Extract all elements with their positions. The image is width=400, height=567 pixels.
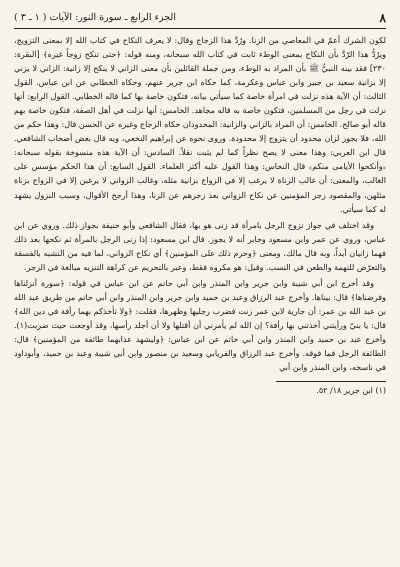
- paragraph-2: وقد اختلف في جواز تزوج الرجل بامرأة قد زنى هو بها، فقال الشافعي وأبو حنيفة بجواز ذلك. وروي عن ابن عباس، وروي عن عمر وابن مسعود وجابر أنه لا يجوز. قال ابن مسعود: إذا زنى الرجل بالمرأة ثم نكحها بعد ذلك فهما زانيان أبداً، وبه قال مالك، ومعنى ﴿وحرم ذلك على المؤمنين﴾ أي نكاح الزواني، لما فيه من التشبه بالفسقة والتعرّض للتهمة والطعن في النسب. وقيل: هو مكروه فقط، وعبر بالتحريم عن كراهة التنزيه مبالغة في الزجر.: [14, 220, 386, 272]
- running-title: الجزء الرابع ـ سورة النور: الآيات ( ١ ـ ٣ ): [14, 12, 176, 23]
- page-number: ٨: [379, 11, 386, 25]
- header-rule: [14, 28, 386, 29]
- main-text: [14, 34, 386, 375]
- page-header: [14, 10, 386, 26]
- paragraph-1: لكون الشرك أعمّ في المعاصي من الزنا. ورُدَّ هذا الزجاج وقال: لا يعرف النكاح في كتاب الله إلا بمعنى التزويج، ويرُدُّ هذا الرّدَّ بأن النكاح بمعنى الوطء ثابت في كتاب الله سبحانه، ومنه قوله: ﴿حتى تنكح زوجاً غيره﴾ [البقرة: ٢٣٠] فقد بينه النبيُّ ﷺ بأن المراد به الوطء، ومن جملة القائلين بأن معنى الزاني لا ينكح إلا زانية: الزاني لا يزني إلا بزانية سعيد بن جبير وابن عباس وعكرمة، كما حكاه ابن جرير عنهم، وحكاه الخطابي عن ابن عباس. القول الثالث: أن الآية هذه نزلت في امرأة خاصة كما سيأتي بيانه، فتكون خاصة بها كما قاله الخطابي. القول الرابع: أنها نزلت في رجل من المسلمين، فتكون خاصة به قاله مجاهد. الخامس: أنها نزلت في أهل الصفة، فتكون خاصة بهم قاله أبو صالح. الخامس: أن المراد بالزاني والزانية: المحدودان حكاه الزجاج وغيره عن الحسن قال: وهذا حكم من الله، فلا يجوز لزان محدود أن يتزوج إلا محدودة. وروى نحوه عن إبراهيم النخعي، وبه قال بعض أصحاب الشافعي. قال ابن العربي: وهذا معنى لا يصح نظراً كما لم يثبت نقلاً. السادس: أن الآية هذه منسوخة بقوله سبحانه: ﴿وأنكحوا الأيامى منكم﴾ قال النحاس: وهذا القول عليه أكثر العلماء. القول السابع: أن هذا الحكم مؤسس على الغالب، والمعنى: أن غالب الزناة لا يرغب إلا في الزواج بزانية مثله، وغالب الزواني لا يرغبن إلا في الزواج بزناة مثلهن، والمقصود زجر المؤمنين عن نكاح الزواني بعد زجرهم عن الزنا، وهذا أرجح الأقوال، وسبب النزول يشهد له كما سيأتي.: [14, 36, 386, 214]
- paragraph-3: وقد أخرج ابن أبي شيبة وابن جرير وابن المنذر وابن أبي حاتم عن ابن عباس في قوله: ﴿سورة أنزلناها وفرضناها﴾ قال: بيناها. وأخرج عبد الرزاق وعبد بن حميد وابن جرير وابن المنذر وابن أبي حاتم من طريق عبد الله بن عبد الله بن عمر: أن جارية لابن عمر زنت فضرب رجليها وظهرها، فقلت: ﴿ولا تأخذكم بهما رأفة في دين الله﴾ قال: يا بنيّ ورأيتني أخذتني بها رأفة؟ إن الله لم يأمرني أن أقتلها ولا أن أجلد رأسها، وقد أوجعت حيث ضربت(١). وأخرج عبد بن حميد وابن المنذر وابن أبي حاتم عن ابن عباس: ﴿وليشهد عذابهما طائفة من المؤمنين﴾ قال: الطائفة الرجل فما فوقه. وأخرج عبد الرزاق والفريابي وسعيد بن منصور وابن أبي شيبة وعبد بن حميد، وأبوداود في ناسخه، وابن المنذر وابن أبي: [14, 278, 386, 373]
- footnote: (١) ابن جرير ١٨/ ٥٢.: [316, 386, 386, 396]
- footnote-rule: [276, 381, 386, 382]
